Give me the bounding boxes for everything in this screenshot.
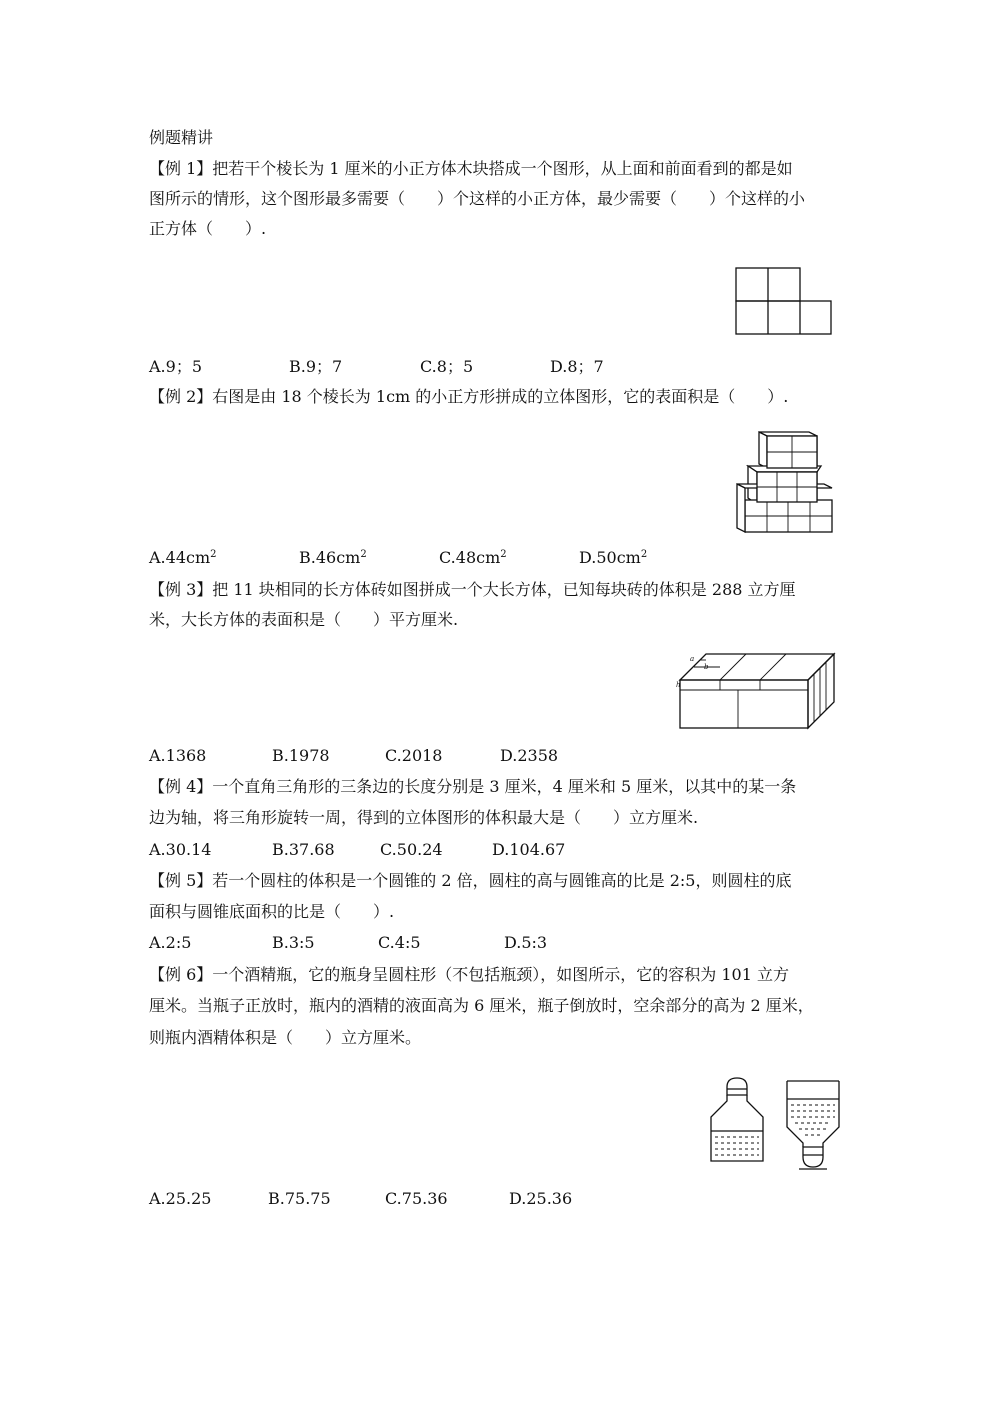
example-6-figure-upright-bottle [707,1075,767,1165]
example-6-figure-inverted-bottle [783,1075,843,1171]
example-3-figure-bricks [676,650,838,732]
example-1-option-a: A.9；5 [149,357,203,376]
brick-label-h: h [676,681,681,689]
example-2-option-a: $A.44cm^2$ [149,548,217,567]
example-4-option-b: B.37.68 [272,840,335,859]
example-4-line-2: 边为轴，将三角形旋转一周，得到的立体图形的体积最大是（ ）立方厘米. [149,808,699,827]
example-1-line-1: 【例 1】把若干个棱长为 1 厘米的小正方体木块搭成一个图形，从上面和前面看到的都是如 [149,159,793,178]
example-1-option-c: C.8；5 [420,357,474,376]
example-3-option-b: B.1978 [272,746,330,765]
example-1-option-d: D.8；7 [550,357,604,376]
example-6-line-3: 则瓶内酒精体积是（ ）立方厘米。 [149,1028,422,1047]
brick-label-a: a [690,655,695,663]
brick-label-b: b [704,663,709,671]
example-5-line-2: 面积与圆锥底面积的比是（ ）. [149,902,395,921]
example-1-figure-view [735,267,833,337]
section-title: 例题精讲 [149,128,214,147]
example-3-option-a: A.1368 [149,746,207,765]
example-6-option-d: D.25.36 [509,1189,573,1208]
example-2-option-d: $D.50cm^2$ [579,548,648,567]
example-4-option-d: D.104.67 [492,840,566,859]
example-1-line-2: 图所示的情形，这个图形最多需要（ ）个这样的小正方体，最少需要（ ）个这样的小 [149,189,806,208]
example-4-option-c: C.50.24 [380,840,443,859]
example-6-option-a: A.25.25 [149,1189,212,1208]
example-1-option-b: B.9；7 [289,357,343,376]
example-6-line-1: 【例 6】一个酒精瓶，它的瓶身呈圆柱形（不包括瓶颈），如图所示，它的容积为 101 立方 [149,965,789,984]
example-2-option-b: $B.46cm^2$ [299,548,367,567]
example-4-line-1: 【例 4】一个直角三角形的三条边的长度分别是 3 厘米，4 厘米和 5 厘米，以其中的某一条 [149,777,797,796]
example-5-option-a: A.2:5 [149,933,192,952]
example-6-line-2: 厘米。当瓶子正放时，瓶内的酒精的液面高为 6 厘米，瓶子倒放时，空余部分的高为 2 厘米， [149,996,814,1015]
example-6-option-b: B.75.75 [268,1189,331,1208]
example-3-option-d: D.2358 [500,746,559,765]
example-1-line-3: 正方体（ ）. [149,219,267,238]
example-6-option-c: C.75.36 [385,1189,448,1208]
example-2-line-1: 【例 2】右图是由 18 个棱长为 1cm 的小正方形拼成的立体图形，它的表面积是（ ）. [149,387,789,406]
example-3-line-2: 米，大长方体的表面积是（ ）平方厘米. [149,610,459,629]
example-5-option-b: B.3:5 [272,933,315,952]
example-4-option-a: A.30.14 [149,840,212,859]
example-5-option-d: D.5:3 [504,933,548,952]
example-2-figure-cubes [733,428,835,536]
example-2-option-c: $C.48cm^2$ [439,548,507,567]
example-5-option-c: C.4:5 [378,933,421,952]
example-3-line-1: 【例 3】把 11 块相同的长方体砖如图拼成一个大长方体，已知每块砖的体积是 288 立方厘 [149,580,796,599]
example-3-option-c: C.2018 [385,746,443,765]
example-5-line-1: 【例 5】若一个圆柱的体积是一个圆锥的 2 倍，圆柱的高与圆锥高的比是 2:5，则圆柱的底 [149,871,792,890]
